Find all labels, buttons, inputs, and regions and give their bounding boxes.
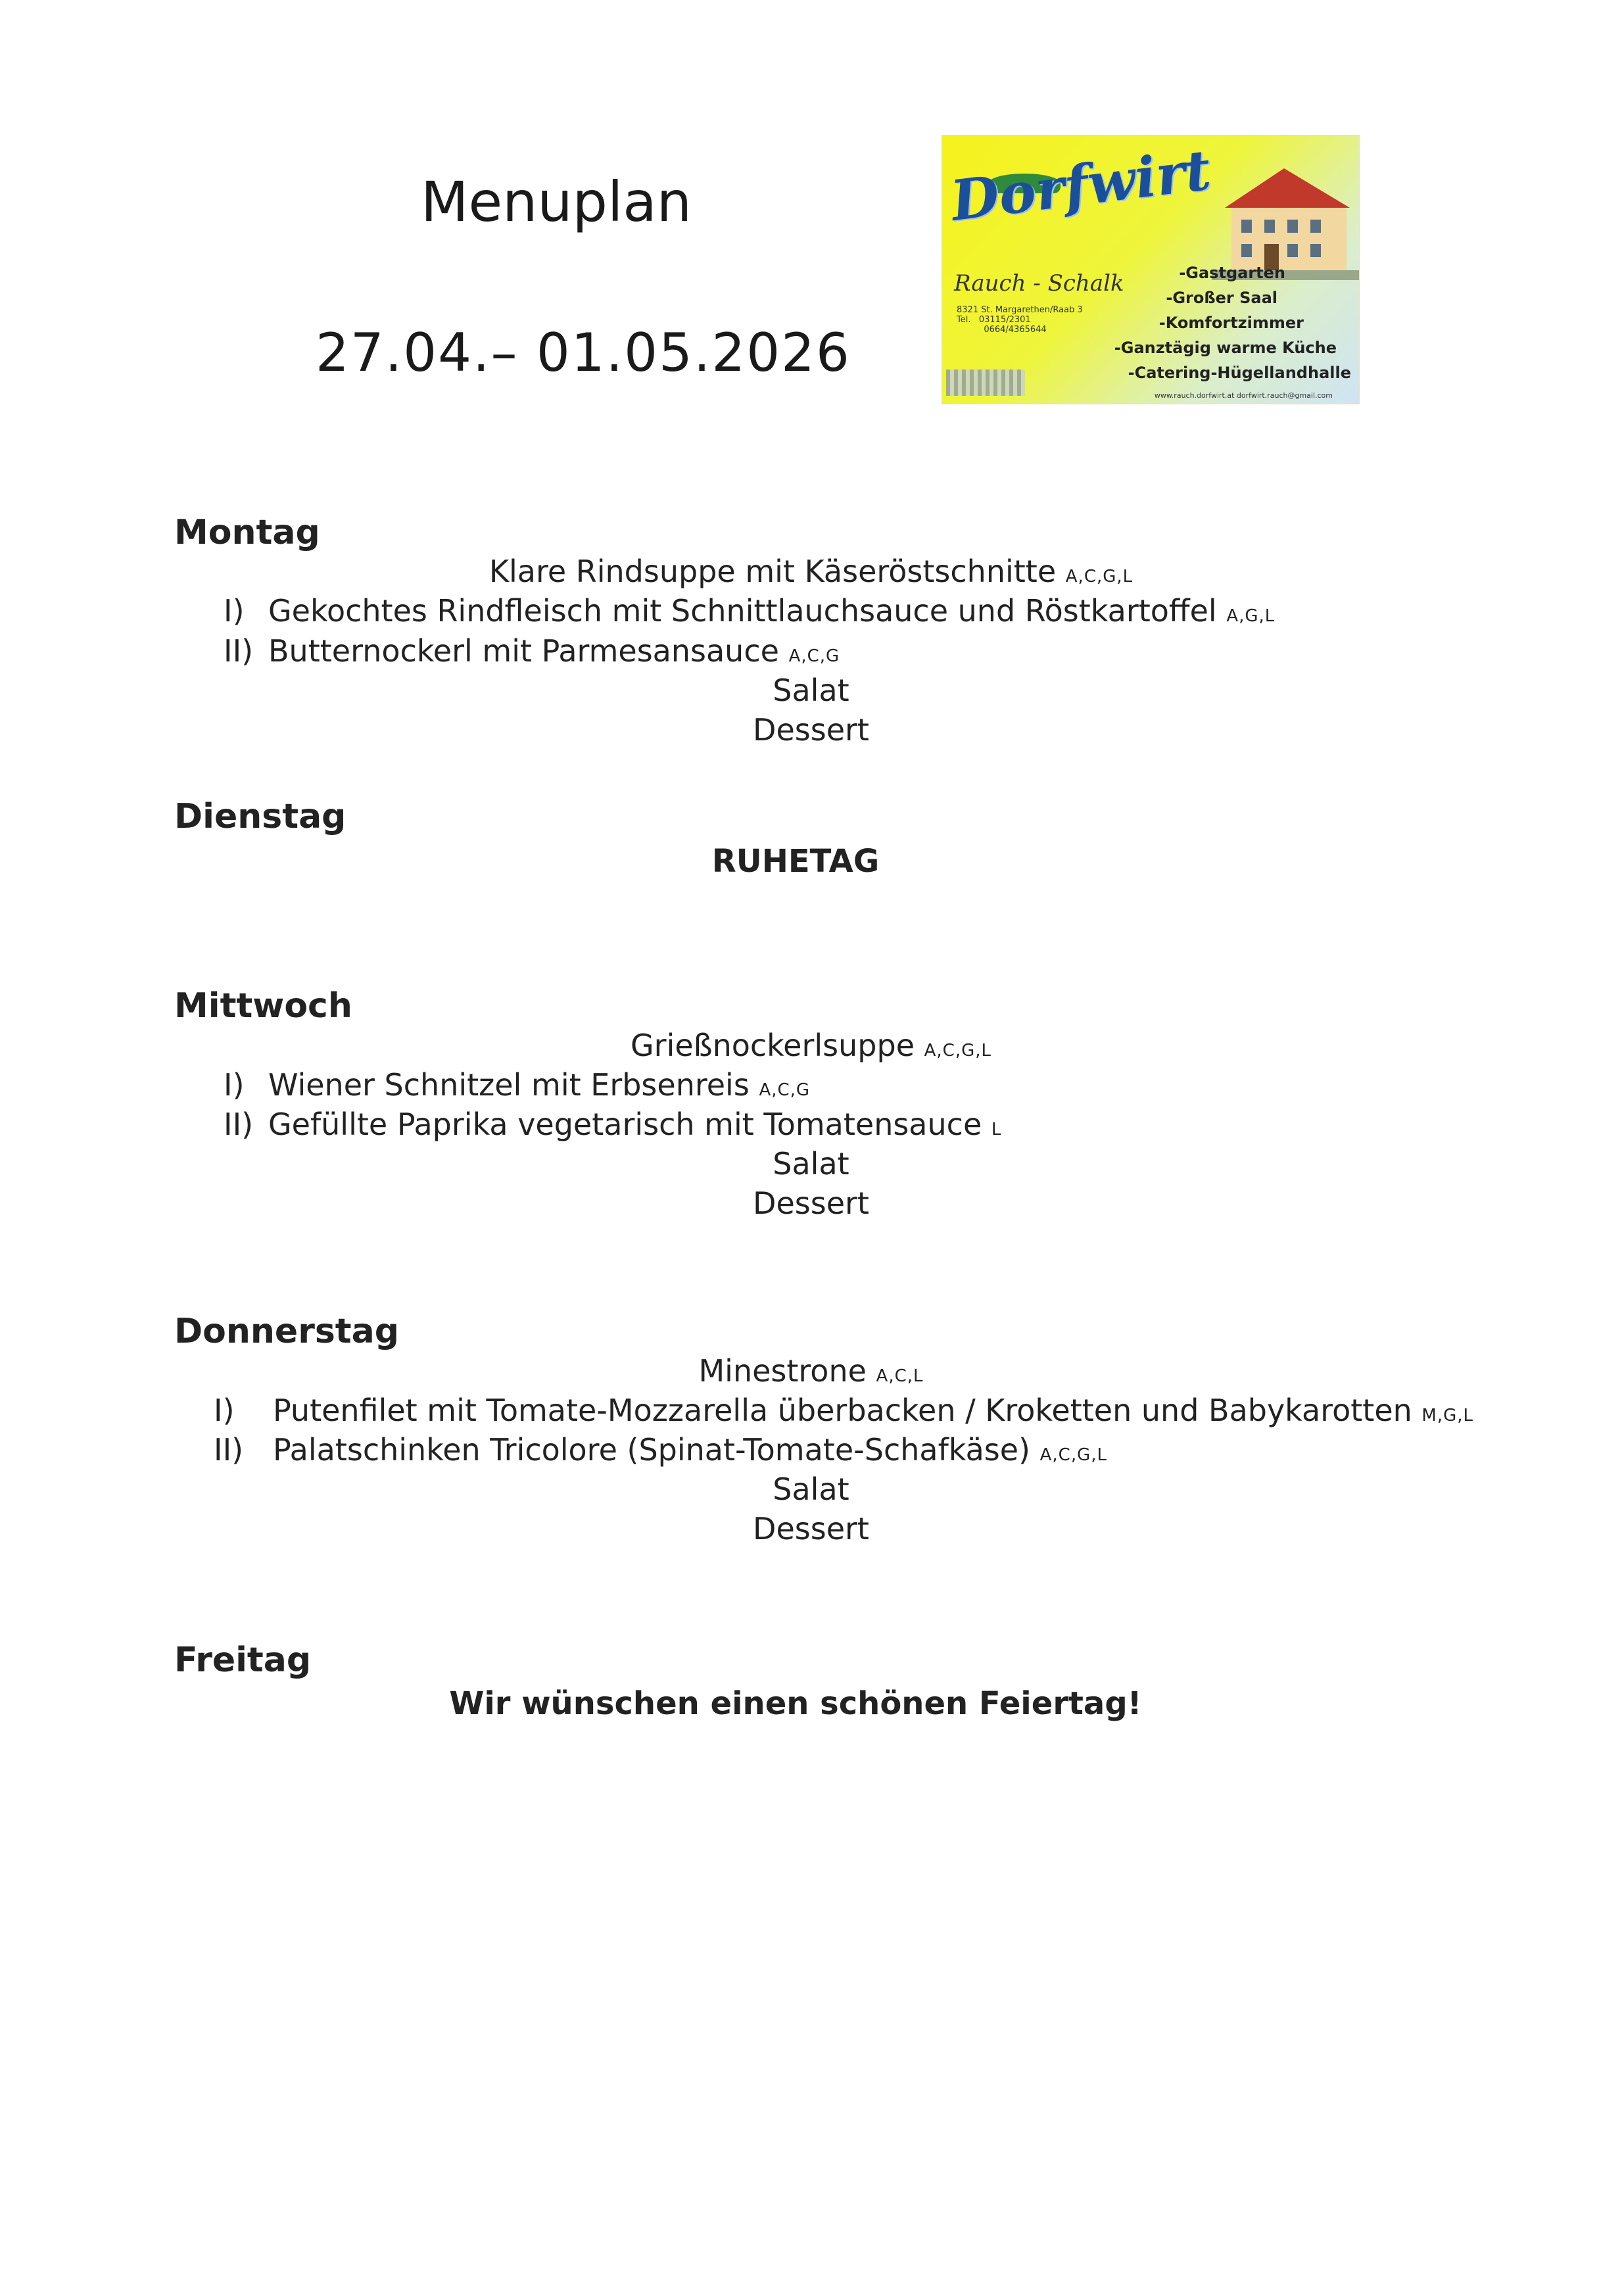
option-text: Gefüllte Paprika vegetarisch mit Tomatensauce [268,1107,982,1142]
option-text: Butternockerl mit Parmesansauce [268,633,779,669]
restaurant-logo-card [942,135,1360,404]
option-number: I) [224,593,245,629]
menu-dessert: Dessert [753,1185,869,1221]
menu-option-1 [224,593,1275,629]
menu-dessert: Dessert [753,1511,869,1546]
menu-option-1 [224,1067,810,1103]
logo-owner: Rauch - Schalk [954,270,1124,297]
soup-text: Grießnockerlsuppe [630,1028,915,1063]
soup-text: Klare Rindsuppe mit Käseröstschnitte [489,554,1057,589]
menu-soup [0,1028,1622,1063]
logo-brand: Dorfwirt [947,137,1214,233]
hall-building-icon [946,370,1025,396]
option-number: II) [224,633,254,669]
allergen-codes: A,C,L [876,1366,924,1386]
logo-web: www.rauch.dorfwirt.at dorfwirt.rauch@gmail.com [1154,391,1333,400]
option-text: Gekochtes Rindfleisch mit Schnittlauchsauce und Röstkartoffel [268,593,1217,629]
option-number: II) [224,1107,254,1142]
menu-option-2 [224,1107,1001,1142]
holiday-note: Wir wünschen einen schönen Feiertag! [449,1685,1142,1722]
option-text: Palatschinken Tricolore (Spinat-Tomate-Schafkäse) [273,1432,1030,1468]
day-heading-tuesday: Dienstag [174,797,346,836]
page-title: Menuplan [421,170,692,234]
feature-item: -Komfortzimmer [1158,314,1304,332]
allergen-codes: A,C,G [759,1080,811,1100]
allergen-codes: A,C,G,L [1065,567,1133,586]
allergen-codes: L [991,1120,1002,1139]
option-number: II) [214,1432,244,1468]
soup-text: Minestrone [698,1353,867,1389]
menu-soup [0,1353,1622,1389]
menu-option-1 [214,1393,1473,1428]
menu-salad: Salat [773,673,849,708]
option-number: I) [224,1067,245,1103]
allergen-codes: A,C,G,L [1039,1445,1107,1465]
closed-day-note: RUHETAG [711,843,880,880]
date-range: 27.04.– 01.05.2026 [316,322,851,383]
menu-dessert: Dessert [753,712,869,748]
allergen-codes: A,G,L [1226,606,1276,626]
option-number: I) [214,1393,235,1428]
logo-address: 8321 St. Margarethen/Raab 3 Tel. 03115/2301 0664/4365644 [957,305,1083,335]
day-heading-friday: Freitag [174,1640,312,1680]
feature-item: -Ganztägig warme Küche [1114,339,1337,357]
menu-option-2 [214,1432,1107,1468]
feature-item: -Gastgarten [1179,264,1285,282]
option-text: Putenfilet mit Tomate-Mozzarella überbacken / Kroketten und Babykarotten [273,1393,1412,1428]
menu-soup [0,554,1622,589]
allergen-codes: M,G,L [1421,1406,1474,1425]
allergen-codes: A,C,G,L [924,1041,991,1061]
day-heading-monday: Montag [174,513,320,552]
logo-features [1114,260,1351,385]
option-text: Wiener Schnitzel mit Erbsenreis [268,1067,750,1103]
feature-item: -Catering-Hügellandhalle [1128,364,1351,382]
menu-option-2 [224,633,840,669]
allergen-codes: A,C,G [788,646,840,666]
day-heading-thursday: Donnerstag [174,1312,399,1351]
feature-item: -Großer Saal [1166,289,1277,307]
day-heading-wednesday: Mittwoch [174,986,352,1026]
menu-salad: Salat [773,1146,849,1182]
menu-salad: Salat [773,1471,849,1507]
